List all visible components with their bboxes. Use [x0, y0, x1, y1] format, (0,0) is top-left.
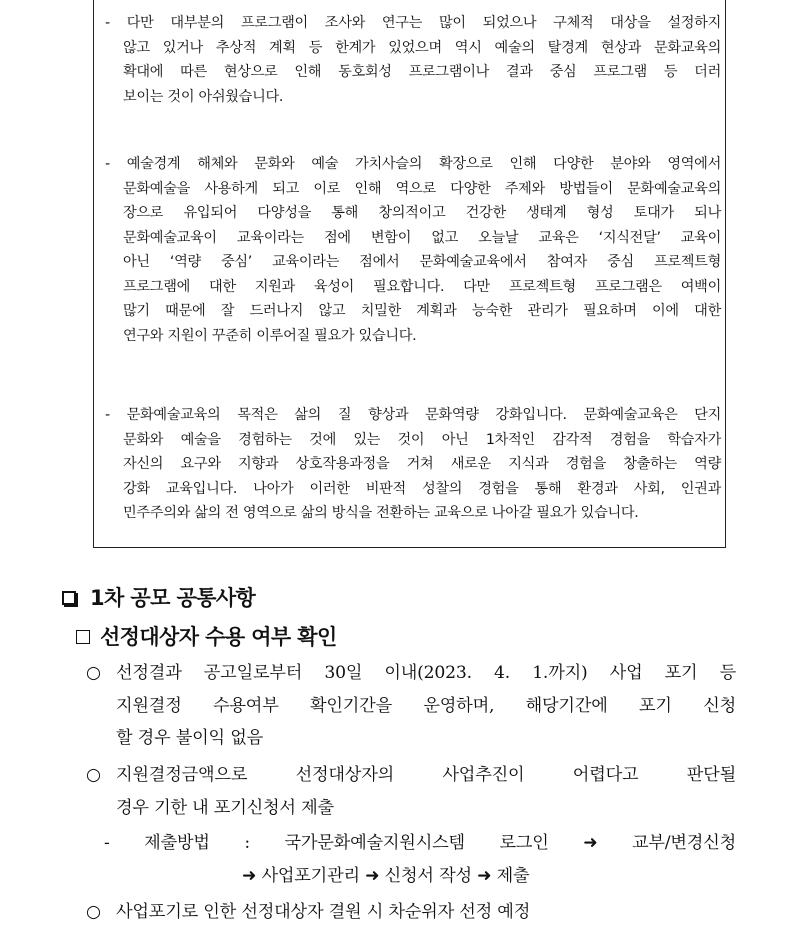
section-title: 1차 공모 공통사항	[90, 586, 256, 610]
arrow-right-icon: ➜	[365, 865, 380, 886]
text-line: 할 경우 불이익 없음	[116, 728, 264, 749]
submission-method	[104, 827, 736, 892]
text-line: 연구와 지원이 꾸준히 이루어질 필요가 있습니다.	[123, 327, 417, 344]
subsection-title: 선정대상자 수용 여부 확인	[100, 625, 337, 649]
text-line: 보이는 것이 아쉬웠습니다.	[123, 88, 284, 105]
comment-paragraph-2	[105, 152, 721, 348]
text-line: 문화예술교육이 교육이라는 점에 변함이 없고 오늘날 교육은 ‘지식전달’ 교육이	[123, 229, 721, 246]
empty-square-icon	[76, 630, 90, 644]
arrow-right-icon: ➜	[583, 833, 598, 853]
text-line: 확대에 따른 현상으로 인해 동호회성 프로그램이나 결과 중심 프로그램 등 더러	[123, 64, 721, 80]
text-line: 아닌 ‘역량 중심’ 교육이라는 점에서 문화예술교육에서 참여자 중심 프로젝트형	[123, 254, 721, 270]
text-line: 민주주의와 삶의 전 영역으로 삶의 방식을 전환하는 교육으로 나아갈 필요가 있습니다.	[123, 505, 639, 521]
text-line: ➜ 사업포기관리 ➜ 신청서 작성 ➜ 제출	[242, 865, 530, 886]
subsection-heading	[76, 622, 337, 652]
section-heading	[62, 583, 255, 613]
text-line: 않고 있거나 추상적 계획 등 한계가 있었으며 역시 예술의 탈경계 현상과 문화교육의	[123, 39, 721, 56]
text-line: 장으로 유입되어 다양성을 통해 창의적이고 건강한 생태계 형성 토대가 되나	[123, 205, 721, 221]
text-line: - 다만 대부분의 프로그램이 조사와 연구는 많이 되었으나 구체적 대상을 설정하지	[105, 15, 721, 31]
text-line: 강화 교육입니다. 나아가 이러한 비판적 성찰의 경험을 통해 환경과 사회, 인권과	[123, 480, 721, 497]
arrow-right-icon: ➜	[477, 865, 492, 886]
text-line: 자신의 요구와 지향과 상호작용과정을 거쳐 새로운 지식과 경험을 창출하는 역량	[123, 456, 721, 472]
text-line: - 제출방법 : 국가문화예술지원시스템 로그인 ➜ 교부/변경신청	[104, 833, 737, 853]
text-line: - 문화예술교육의 목적은 삶의 질 향상과 문화역량 강화입니다. 문화예술교육은 단지	[105, 407, 721, 423]
text-line: 많기 때문에 잘 드러나지 않고 치밀한 계획과 능숙한 관리가 필요하며 이에 대한	[123, 303, 721, 319]
text-line: 프로그램에 대한 지원과 육성이 필요합니다. 다만 프로젝트형 프로그램은 여백이	[123, 278, 721, 295]
comment-paragraph-3	[105, 403, 721, 526]
text-line: 경우 기한 내 포기신청서 제출	[116, 797, 334, 818]
text-line: 문화와 예술을 경험하는 것에 있는 것이 아닌 1차적인 감각적 경험을 학습자가	[123, 431, 721, 448]
text-line: ○ 선정결과 공고일로부터 30일 이내(2023. 4. 1.까지) 사업 포기 등	[86, 657, 736, 690]
arrow-right-icon: ➜	[242, 865, 257, 886]
text-line: ○ 사업포기로 인한 선정대상자 결원 시 차순위자 선정 예정	[86, 896, 736, 929]
text-line: 지원결정 수용여부 확인기간을 운영하며, 해당기간에 포기 신청	[116, 695, 736, 716]
shadow-checkbox-icon	[62, 591, 76, 605]
circle-bullet-icon: ○	[86, 765, 101, 785]
text-line: 문화예술을 사용하게 되고 이로 인해 역으로 다양한 주제와 방법들이 문화예술교육의	[123, 180, 721, 197]
comment-paragraph-1	[105, 11, 721, 109]
list-item	[86, 657, 736, 755]
text-line: ○ 지원결정금액으로 선정대상자의 사업추진이 어렵다고 판단될	[86, 759, 736, 792]
list-item	[86, 759, 736, 824]
circle-bullet-icon: ○	[86, 663, 101, 683]
text-line: - 예술경계 해체와 문화와 예술 가치사슬의 확장으로 인해 다양한 분야와 영역에서	[105, 156, 721, 172]
list-item	[86, 896, 736, 929]
circle-bullet-icon: ○	[86, 902, 101, 922]
